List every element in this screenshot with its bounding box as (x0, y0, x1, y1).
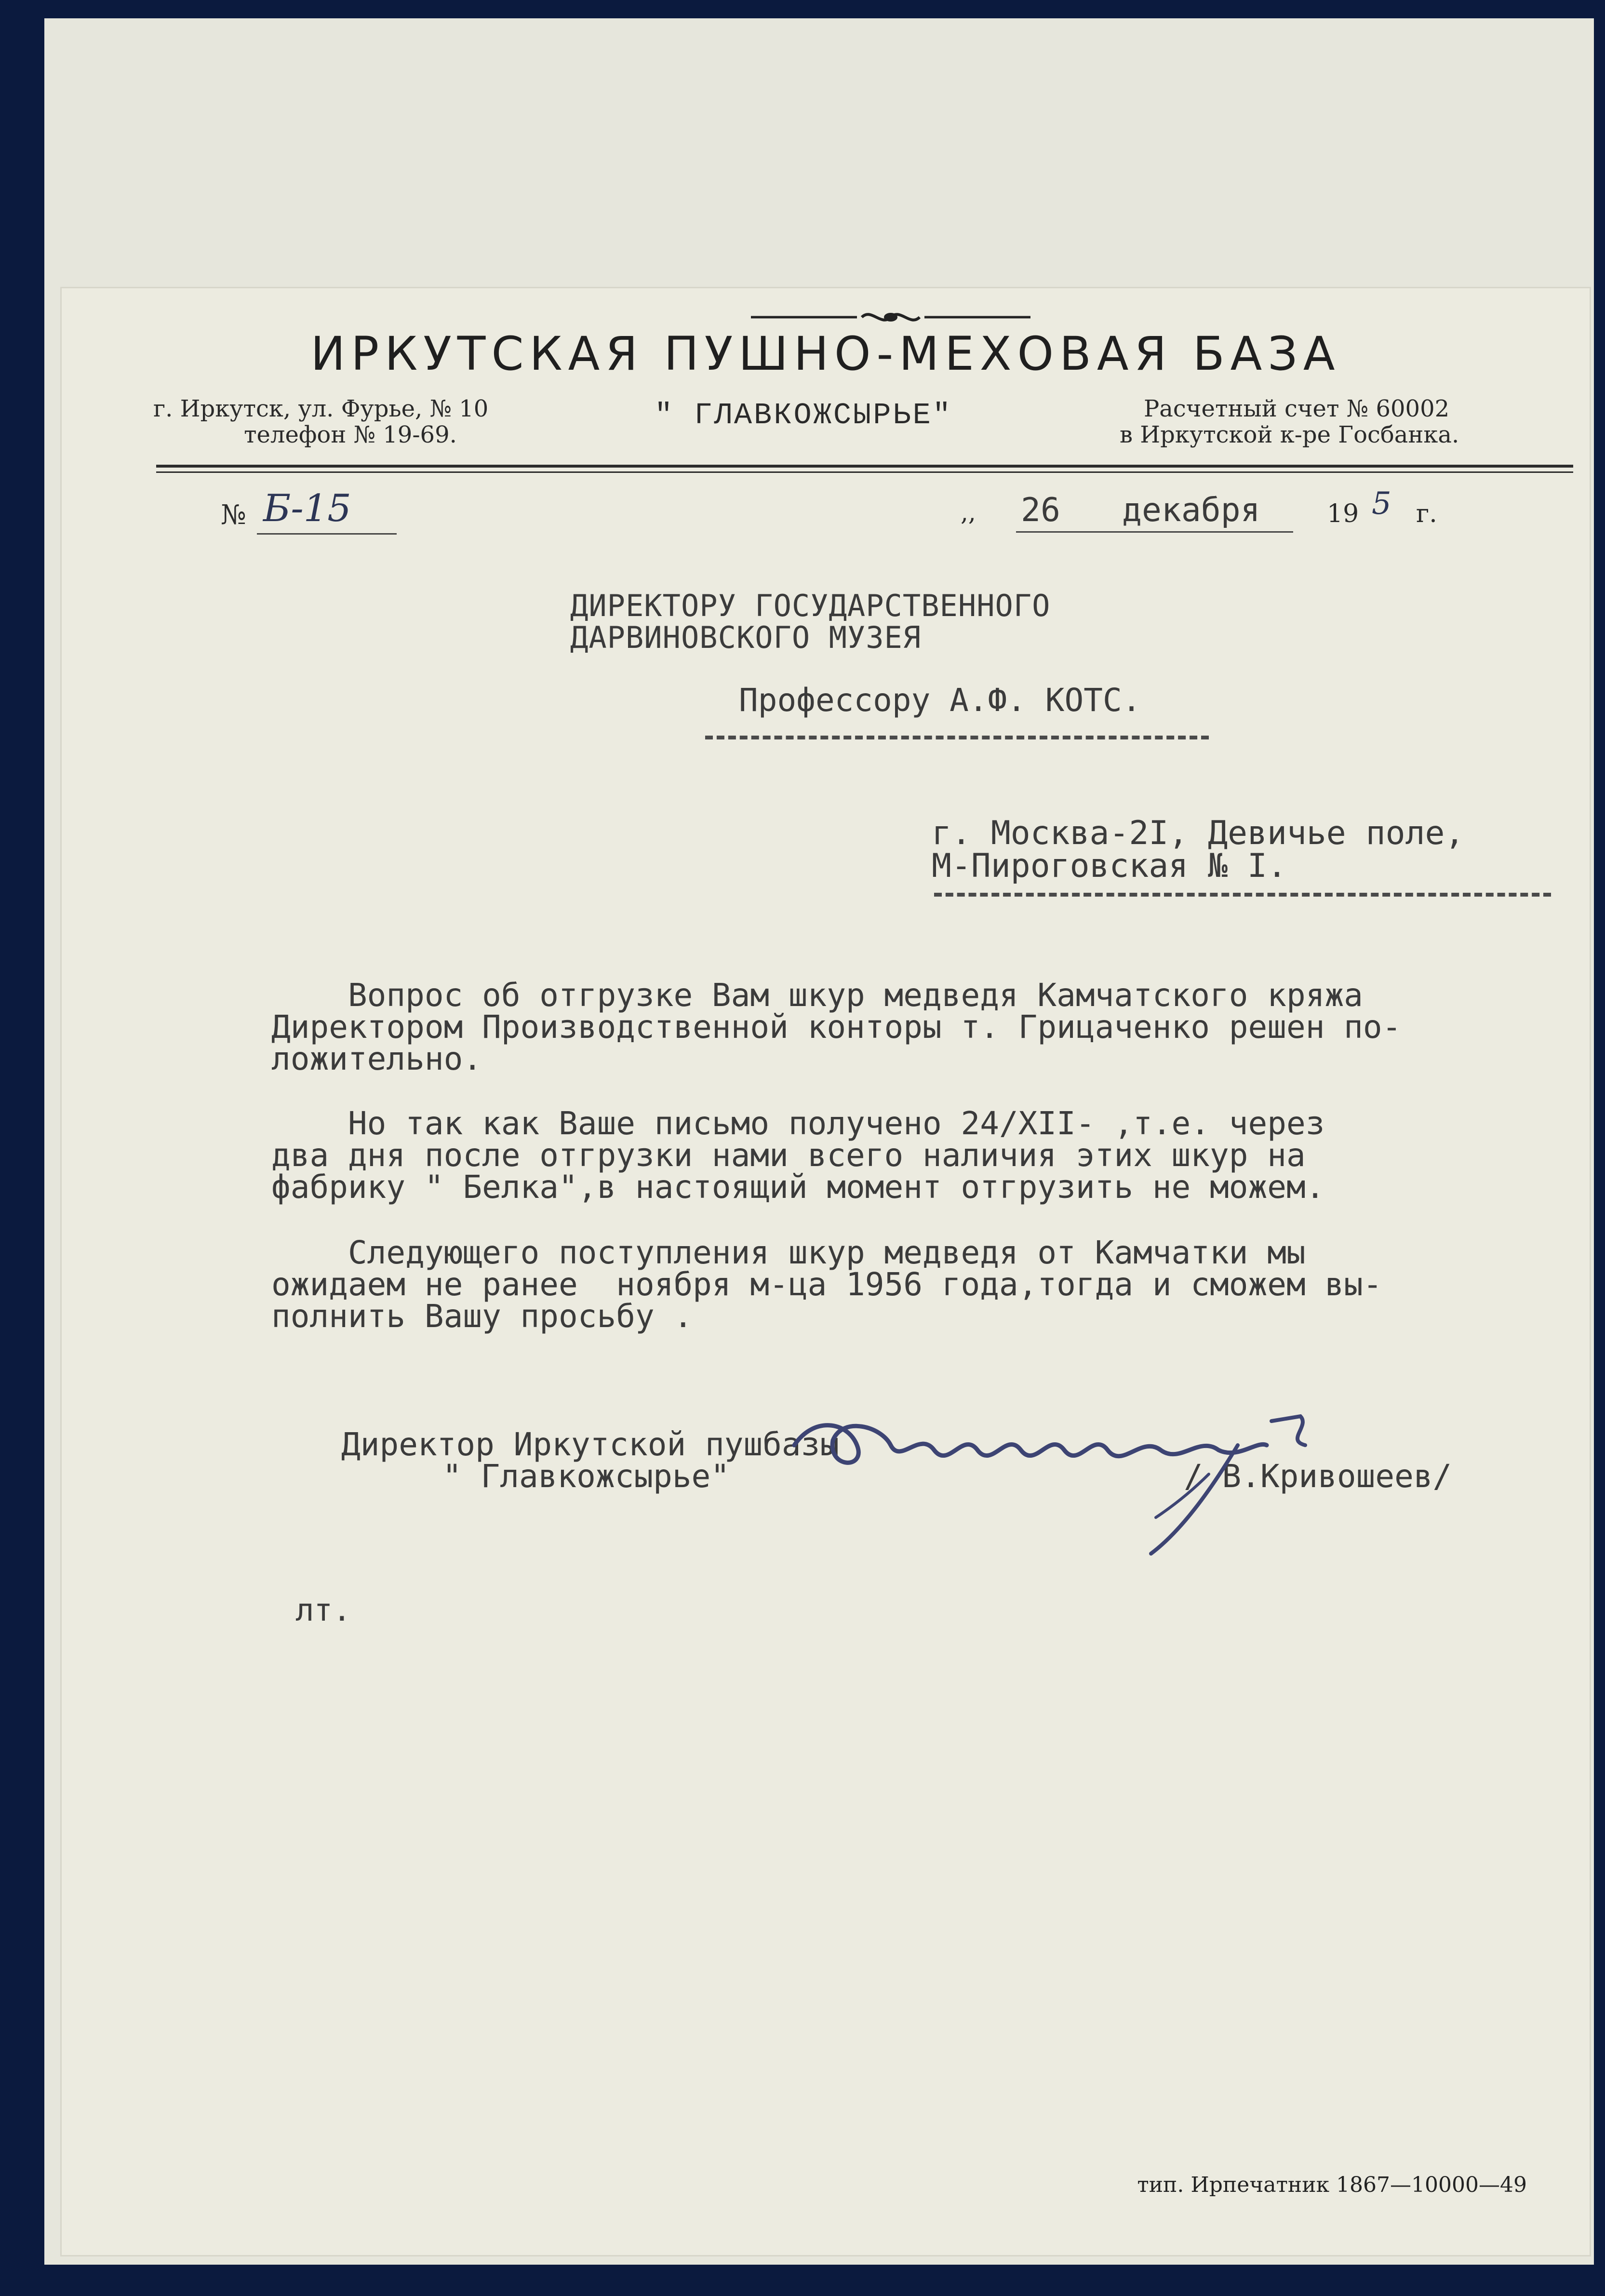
date-year-prefix: 19 (1327, 499, 1359, 528)
letter-sheet (62, 288, 1590, 2255)
letterhead-rule-thin (156, 471, 1573, 473)
organization-phone: телефон № 19-69. (244, 421, 457, 448)
bank-line: в Иркутской к-ре Госбанка. (1120, 421, 1459, 448)
addressee-professor: Профессору А.Ф. КОТС. (739, 682, 1141, 719)
address-line2: М-Пироговская № I. (932, 847, 1287, 885)
address-dashed-rule (934, 893, 1551, 897)
paragraph-3-line: Следующего поступления шкур медведя от Камчатки мы (271, 1234, 1306, 1271)
paragraph-2 (271, 1105, 1325, 1206)
organization-address: г. Иркутск, ул. Фурье, № 10 (153, 395, 489, 422)
date-day: 26 (1021, 491, 1060, 529)
professor-dashed-rule (705, 736, 1209, 739)
signature-title-line1: Директор Иркутской пушбазы (341, 1426, 840, 1463)
printer-imprint: тип. Ирпечатник 1867—10000—49 (1137, 2173, 1527, 2197)
reference-number-value: Б-15 (263, 487, 351, 530)
address-line1: г. Москва-2I, Девичье поле, (932, 814, 1465, 852)
signatory-name: / В.Кривошеев/ (1184, 1458, 1452, 1495)
paragraph-3-line: ожидаем не ранее ноября м-ца 1956 года,тогда и сможем вы- (271, 1266, 1382, 1303)
account-line (1144, 395, 1449, 422)
paragraph-3-line: полнить Вашу просьбу . (271, 1298, 693, 1335)
organization-title: ИРКУТСКАЯ ПУШНО-МЕХОВАЯ БАЗА (310, 327, 1341, 381)
paragraph-2-line: два дня после отгрузки нами всего наличия этих шкур на (271, 1137, 1306, 1174)
paragraph-2-line: фабрику " Белка",в настоящий момент отгрузить не можем. (271, 1168, 1325, 1206)
addressee-line2: ДАРВИНОВСКОГО МУЗЕЯ (570, 620, 922, 655)
date-month: декабря (1122, 491, 1260, 529)
date-underline (1016, 531, 1293, 533)
date-quote: ,, (961, 498, 976, 526)
paragraph-1 (271, 977, 1402, 1077)
date-year-unit: г. (1416, 499, 1437, 528)
paragraph-2-line: Но так как Ваше письмо получено 24/XII- ,т.е. через (271, 1105, 1325, 1142)
organization-subtitle: " ГЛАВКОЖСЫРЬЕ" (655, 398, 953, 432)
letterhead-rule (156, 465, 1573, 468)
account-number: 60002 (1376, 395, 1450, 422)
typist-initials: лт. (295, 1593, 351, 1628)
addressee-line1: ДИРЕКТОРУ ГОСУДАРСТВЕННОГО (570, 588, 1051, 623)
account-label: Расчетный счет № (1144, 395, 1369, 422)
ornament-divider (751, 308, 1030, 327)
paragraph-1-line: Вопрос об отгрузке Вам шкур медведя Камчатского кряжа (271, 977, 1363, 1014)
handwritten-signature (775, 1387, 1469, 1561)
reference-number-label: № (221, 499, 246, 531)
signature-title-line2: " Главкожсырье" (442, 1458, 730, 1495)
paragraph-1-line: Директором Производственной конторы т. Грицаченко решен по- (271, 1008, 1402, 1046)
paragraph-1-line: ложительно. (271, 1040, 482, 1077)
reference-number-underline (257, 533, 397, 535)
date-year-suffix: 5 (1372, 486, 1391, 522)
paragraph-3 (271, 1234, 1382, 1335)
